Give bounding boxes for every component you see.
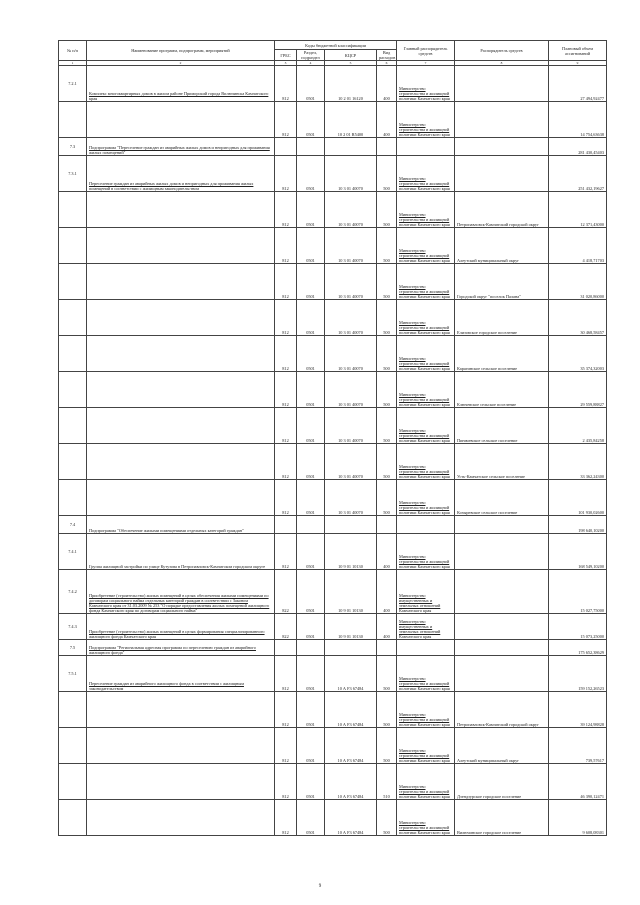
row-razdel: 0501 bbox=[297, 102, 325, 138]
colnum: 3 bbox=[275, 61, 297, 66]
row-grbs: 812 bbox=[275, 534, 297, 570]
row-grbs bbox=[275, 640, 297, 656]
row-total: 198 640,10200 bbox=[549, 516, 607, 534]
table-row bbox=[59, 764, 607, 800]
row-grbs: 822 bbox=[275, 614, 297, 640]
row-razdel: 0501 bbox=[297, 570, 325, 614]
row-name bbox=[87, 192, 275, 228]
row-glavny: Министерство строительства и жилищной политики Камчатского края bbox=[397, 534, 455, 570]
row-name: Переселение граждан из аварийного жилищного фонда в соответствии с жилищным законодательством bbox=[87, 656, 275, 692]
row-raspor: Петропавловск-Камчатский городской округ bbox=[455, 192, 549, 228]
table-row bbox=[59, 692, 607, 728]
table-row bbox=[59, 138, 607, 156]
row-vr: 400 bbox=[377, 534, 397, 570]
row-raspor bbox=[455, 156, 549, 192]
row-razdel: 0501 bbox=[297, 372, 325, 408]
table-row bbox=[59, 264, 607, 300]
row-total: 175 652,38629 bbox=[549, 640, 607, 656]
row-number bbox=[59, 480, 87, 516]
row-grbs: 812 bbox=[275, 656, 297, 692]
row-grbs: 812 bbox=[275, 336, 297, 372]
row-number: 7.3 bbox=[59, 138, 87, 156]
colnum: 4 bbox=[297, 61, 325, 66]
header-glavny: Главный распорядитель средств bbox=[397, 41, 455, 61]
row-glavny: Министерство строительства и жилищной политики Камчатского края bbox=[397, 800, 455, 836]
row-grbs: 812 bbox=[275, 228, 297, 264]
row-number bbox=[59, 692, 87, 728]
page-number: 9 bbox=[318, 884, 322, 889]
row-name bbox=[87, 692, 275, 728]
row-grbs: 812 bbox=[275, 156, 297, 192]
row-number: 7.5.1 bbox=[59, 656, 87, 692]
row-raspor bbox=[455, 516, 549, 534]
row-ksr: 10 3 01 40070 bbox=[325, 444, 377, 480]
row-total: 2 435,84258 bbox=[549, 408, 607, 444]
row-raspor: Пиначевское сельское поселение bbox=[455, 408, 549, 444]
row-total: 4 418,71703 bbox=[549, 228, 607, 264]
row-vr: 500 bbox=[377, 336, 397, 372]
row-grbs: 812 bbox=[275, 300, 297, 336]
row-name bbox=[87, 300, 275, 336]
row-total: 14 754,63638 bbox=[549, 102, 607, 138]
table-row bbox=[59, 102, 607, 138]
row-number bbox=[59, 444, 87, 480]
table-row bbox=[59, 192, 607, 228]
row-grbs: 812 bbox=[275, 102, 297, 138]
row-vr: 500 bbox=[377, 728, 397, 764]
row-razdel: 0501 bbox=[297, 336, 325, 372]
row-razdel: 0501 bbox=[297, 656, 325, 692]
row-grbs bbox=[275, 516, 297, 534]
table-row bbox=[59, 444, 607, 480]
row-name bbox=[87, 372, 275, 408]
row-ksr: 10 9 01 10130 bbox=[325, 614, 377, 640]
row-vr bbox=[377, 640, 397, 656]
row-raspor: Вилючинское городское поселение bbox=[455, 800, 549, 836]
row-razdel: 0501 bbox=[297, 264, 325, 300]
budget-allocation-table bbox=[58, 40, 607, 836]
row-number bbox=[59, 372, 87, 408]
row-raspor: Дзендзурское городское поселение bbox=[455, 764, 549, 800]
row-number: 7.4.2 bbox=[59, 570, 87, 614]
row-vr: 400 bbox=[377, 570, 397, 614]
row-number bbox=[59, 102, 87, 138]
row-raspor bbox=[455, 138, 549, 156]
row-number bbox=[59, 336, 87, 372]
row-razdel: 0501 bbox=[297, 444, 325, 480]
header-vr: Вид расходов bbox=[377, 50, 397, 61]
row-number: 7.5 bbox=[59, 640, 87, 656]
row-raspor: Карагинское сельское поселение bbox=[455, 336, 549, 372]
row-ksr: 10 2 01 16120 bbox=[325, 66, 377, 102]
row-raspor bbox=[455, 102, 549, 138]
row-razdel: 0501 bbox=[297, 228, 325, 264]
row-name: Приобретение (строительство) жилых помещений в целях формирования специализированного жилищного фонда Камчатского края bbox=[87, 614, 275, 640]
row-glavny bbox=[397, 640, 455, 656]
row-total: 39 124,98828 bbox=[549, 692, 607, 728]
row-glavny: Министерство строительства и жилищной политики Камчатского края bbox=[397, 692, 455, 728]
row-ksr: 10 А F3 67484 bbox=[325, 728, 377, 764]
row-razdel: 0501 bbox=[297, 534, 325, 570]
row-raspor: Ключевское сельское поселение bbox=[455, 372, 549, 408]
row-raspor: Козыревское сельское поселение bbox=[455, 480, 549, 516]
table-row bbox=[59, 300, 607, 336]
row-ksr: 10 3 01 40070 bbox=[325, 408, 377, 444]
row-ksr bbox=[325, 516, 377, 534]
row-grbs: 812 bbox=[275, 764, 297, 800]
row-number bbox=[59, 408, 87, 444]
row-ksr: 10 9 01 10130 bbox=[325, 534, 377, 570]
row-name bbox=[87, 480, 275, 516]
row-number: 7.2.1 bbox=[59, 66, 87, 102]
row-name: Подпрограмма "Обеспечение жилыми помещениями отдельных категорий граждан" bbox=[87, 516, 275, 534]
header-razdel: Раздел, подраздел bbox=[297, 50, 325, 61]
row-number: 7.3.1 bbox=[59, 156, 87, 192]
row-name bbox=[87, 102, 275, 138]
row-glavny: Министерство строительства и жилищной политики Камчатского края bbox=[397, 408, 455, 444]
table-row bbox=[59, 614, 607, 640]
row-glavny: Министерство строительства и жилищной политики Камчатского края bbox=[397, 764, 455, 800]
row-vr: 500 bbox=[377, 300, 397, 336]
table-row bbox=[59, 534, 607, 570]
row-number: 7.4 bbox=[59, 516, 87, 534]
row-number bbox=[59, 764, 87, 800]
row-total: 251 432,19627 bbox=[549, 156, 607, 192]
row-glavny: Министерство строительства и жилищной политики Камчатского края bbox=[397, 336, 455, 372]
row-grbs: 812 bbox=[275, 66, 297, 102]
row-ksr: 10 3 01 40070 bbox=[325, 336, 377, 372]
row-glavny bbox=[397, 138, 455, 156]
colnum: 9 bbox=[549, 61, 607, 66]
row-razdel: 0501 bbox=[297, 156, 325, 192]
row-razdel: 0501 bbox=[297, 614, 325, 640]
row-total: 168 549,10200 bbox=[549, 534, 607, 570]
row-glavny: Министерство строительства и жилищной политики Камчатского края bbox=[397, 228, 455, 264]
row-grbs: 812 bbox=[275, 480, 297, 516]
row-raspor bbox=[455, 614, 549, 640]
row-total: 15 027,75000 bbox=[549, 570, 607, 614]
header-num: № п/п bbox=[59, 41, 87, 61]
row-glavny: Министерство строительства и жилищной политики Камчатского края bbox=[397, 66, 455, 102]
table-row bbox=[59, 408, 607, 444]
row-ksr: 10 А F3 67484 bbox=[325, 692, 377, 728]
row-number bbox=[59, 228, 87, 264]
header-grbs: ГРБС bbox=[275, 50, 297, 61]
colnum: 5 bbox=[325, 61, 377, 66]
row-grbs: 812 bbox=[275, 264, 297, 300]
row-name bbox=[87, 336, 275, 372]
row-glavny: Министерство строительства и жилищной политики Камчатского края bbox=[397, 264, 455, 300]
row-number bbox=[59, 192, 87, 228]
colnum: 2 bbox=[87, 61, 275, 66]
row-razdel: 0501 bbox=[297, 764, 325, 800]
row-vr: 500 bbox=[377, 228, 397, 264]
row-razdel: 0501 bbox=[297, 692, 325, 728]
table-row bbox=[59, 728, 607, 764]
table-row bbox=[59, 372, 607, 408]
row-name bbox=[87, 444, 275, 480]
row-razdel bbox=[297, 516, 325, 534]
row-ksr bbox=[325, 640, 377, 656]
table-row bbox=[59, 336, 607, 372]
row-grbs: 812 bbox=[275, 728, 297, 764]
row-grbs: 812 bbox=[275, 444, 297, 480]
header-total: Плановый объем ассигнований bbox=[549, 41, 607, 61]
row-ksr: 10 А F3 67484 bbox=[325, 800, 377, 836]
row-grbs: 812 bbox=[275, 800, 297, 836]
row-name bbox=[87, 408, 275, 444]
header-raspor: Распорядитель средств bbox=[455, 41, 549, 61]
row-raspor: Елизовское городское поселение bbox=[455, 300, 549, 336]
row-ksr: 10 3 01 40070 bbox=[325, 156, 377, 192]
row-total: 30 468,58457 bbox=[549, 300, 607, 336]
row-total: 101 930,02600 bbox=[549, 480, 607, 516]
row-glavny: Министерство строительства и жилищной политики Камчатского края bbox=[397, 480, 455, 516]
row-total: 27 494,92477 bbox=[549, 66, 607, 102]
row-glavny: Министерство строительства и жилищной политики Камчатского края bbox=[397, 372, 455, 408]
row-name bbox=[87, 264, 275, 300]
row-number bbox=[59, 264, 87, 300]
row-glavny: Министерство строительства и жилищной политики Камчатского края bbox=[397, 444, 455, 480]
header-ksr: КЦСР bbox=[325, 50, 377, 61]
row-vr bbox=[377, 516, 397, 534]
row-razdel: 0501 bbox=[297, 728, 325, 764]
table-row bbox=[59, 656, 607, 692]
row-total: 31 020,86000 bbox=[549, 264, 607, 300]
row-total: 739,57617 bbox=[549, 728, 607, 764]
row-vr: 500 bbox=[377, 264, 397, 300]
row-ksr: 10 3 01 40070 bbox=[325, 480, 377, 516]
row-total: 12 371,43000 bbox=[549, 192, 607, 228]
row-name: Подпрограмма "Региональная адресная программа по переселению граждан из аварийного жилищного фонда" bbox=[87, 640, 275, 656]
row-raspor: Петропавловск-Камчатский городской округ bbox=[455, 692, 549, 728]
row-raspor bbox=[455, 534, 549, 570]
row-ksr: 10 3 01 40070 bbox=[325, 264, 377, 300]
row-total: 281 430,45403 bbox=[549, 138, 607, 156]
row-vr: 500 bbox=[377, 480, 397, 516]
row-grbs bbox=[275, 138, 297, 156]
row-total: 159 152,26523 bbox=[549, 656, 607, 692]
budget-table-sheet bbox=[58, 40, 606, 836]
row-ksr: 10 9 01 10130 bbox=[325, 570, 377, 614]
row-raspor bbox=[455, 570, 549, 614]
row-glavny: Министерство строительства и жилищной политики Камчатского края bbox=[397, 192, 455, 228]
row-vr: 500 bbox=[377, 692, 397, 728]
row-ksr: 10 А F3 67484 bbox=[325, 764, 377, 800]
row-vr: 500 bbox=[377, 372, 397, 408]
row-name bbox=[87, 800, 275, 836]
row-grbs: 812 bbox=[275, 408, 297, 444]
row-vr: 500 bbox=[377, 156, 397, 192]
row-glavny: Министерство строительства и жилищной политики Камчатского края bbox=[397, 728, 455, 764]
row-name bbox=[87, 228, 275, 264]
header-name: Наименование программ, подпрограмм, мероприятий bbox=[87, 41, 275, 61]
table-row bbox=[59, 66, 607, 102]
colnum: 6 bbox=[377, 61, 397, 66]
table-row bbox=[59, 800, 607, 836]
row-vr: 500 bbox=[377, 408, 397, 444]
row-razdel: 0501 bbox=[297, 408, 325, 444]
row-razdel: 0501 bbox=[297, 192, 325, 228]
row-glavny bbox=[397, 516, 455, 534]
row-razdel: 0501 bbox=[297, 800, 325, 836]
colnum: 8 bbox=[455, 61, 549, 66]
table-row bbox=[59, 228, 607, 264]
row-name bbox=[87, 764, 275, 800]
row-total: 46 390,12471 bbox=[549, 764, 607, 800]
header-codes-group: Коды бюджетной классификации bbox=[275, 41, 397, 50]
row-ksr: 10 А F3 67484 bbox=[325, 656, 377, 692]
row-total: 9 608,08301 bbox=[549, 800, 607, 836]
row-name bbox=[87, 728, 275, 764]
table-row bbox=[59, 516, 607, 534]
row-grbs: 812 bbox=[275, 692, 297, 728]
row-number: 7.4.3 bbox=[59, 614, 87, 640]
row-glavny: Министерство строительства и жилищной политики Камчатского края bbox=[397, 102, 455, 138]
row-ksr: 10 3 01 40070 bbox=[325, 228, 377, 264]
row-raspor bbox=[455, 640, 549, 656]
row-name: Приобретение (строительство) жилых помещений в целях обеспечения жилыми помещениями по договорам социального найма отдельных категорий граждан в соответствии с Законом Камчатского края от 31.03.2009 № 253 "О порядке предоставления жилых помещений жилищного фонда Камчатского края по договорам социального найма" bbox=[87, 570, 275, 614]
table-row bbox=[59, 480, 607, 516]
row-vr: 500 bbox=[377, 444, 397, 480]
row-name: Комплекс многоквартирных домов в жилом районе Приморский города Вилючинска Камчатского края bbox=[87, 66, 275, 102]
row-raspor: Алеутский муниципальный округ bbox=[455, 228, 549, 264]
row-vr: 400 bbox=[377, 614, 397, 640]
row-number bbox=[59, 300, 87, 336]
table-row bbox=[59, 640, 607, 656]
row-name: Подпрограмма "Переселение граждан из аварийных жилых домов и непригодных для проживания жилых помещений" bbox=[87, 138, 275, 156]
colnum: 1 bbox=[59, 61, 87, 66]
row-grbs: 812 bbox=[275, 192, 297, 228]
row-vr: 510 bbox=[377, 764, 397, 800]
row-raspor: Городской округ "поселок Палана" bbox=[455, 264, 549, 300]
row-grbs: 822 bbox=[275, 570, 297, 614]
row-ksr: 10 3 01 40070 bbox=[325, 300, 377, 336]
row-name: Переселение граждан из аварийных жилых домов и непригодных для проживания жилых помещений в соответствии с жилищным законодательством bbox=[87, 156, 275, 192]
row-razdel: 0501 bbox=[297, 66, 325, 102]
row-total: 15 073,25000 bbox=[549, 614, 607, 640]
row-number bbox=[59, 728, 87, 764]
row-raspor bbox=[455, 656, 549, 692]
row-total: 33 362,24300 bbox=[549, 444, 607, 480]
row-glavny: Министерство имущественных и земельных отношений Камчатского края bbox=[397, 570, 455, 614]
row-ksr: 10 2 01 R5400 bbox=[325, 102, 377, 138]
row-ksr: 10 3 01 40070 bbox=[325, 372, 377, 408]
row-raspor: Алеутский муниципальный округ bbox=[455, 728, 549, 764]
row-vr: 500 bbox=[377, 192, 397, 228]
row-glavny: Министерство строительства и жилищной политики Камчатского края bbox=[397, 300, 455, 336]
row-number bbox=[59, 800, 87, 836]
row-vr: 400 bbox=[377, 102, 397, 138]
row-razdel: 0501 bbox=[297, 480, 325, 516]
row-razdel bbox=[297, 138, 325, 156]
table-row bbox=[59, 156, 607, 192]
row-razdel bbox=[297, 640, 325, 656]
row-grbs: 812 bbox=[275, 372, 297, 408]
table-row bbox=[59, 570, 607, 614]
row-vr: 500 bbox=[377, 656, 397, 692]
row-name: Группа жилищной застройки по улице Кутузова в Петропавловск-Камчатском городском округе bbox=[87, 534, 275, 570]
row-vr: 400 bbox=[377, 66, 397, 102]
row-number: 7.4.1 bbox=[59, 534, 87, 570]
row-glavny: Министерство имущественных и земельных отношений Камчатского края bbox=[397, 614, 455, 640]
row-raspor bbox=[455, 66, 549, 102]
row-vr bbox=[377, 138, 397, 156]
row-total: 35 374,32003 bbox=[549, 336, 607, 372]
row-total: 29 559,88827 bbox=[549, 372, 607, 408]
colnum: 7 bbox=[397, 61, 455, 66]
row-ksr bbox=[325, 138, 377, 156]
row-razdel: 0501 bbox=[297, 300, 325, 336]
row-glavny: Министерство строительства и жилищной политики Камчатского края bbox=[397, 156, 455, 192]
row-glavny: Министерство строительства и жилищной политики Камчатского края bbox=[397, 656, 455, 692]
row-vr: 500 bbox=[377, 800, 397, 836]
row-raspor: Усть-Камчатское сельское поселение bbox=[455, 444, 549, 480]
row-ksr: 10 3 01 40070 bbox=[325, 192, 377, 228]
